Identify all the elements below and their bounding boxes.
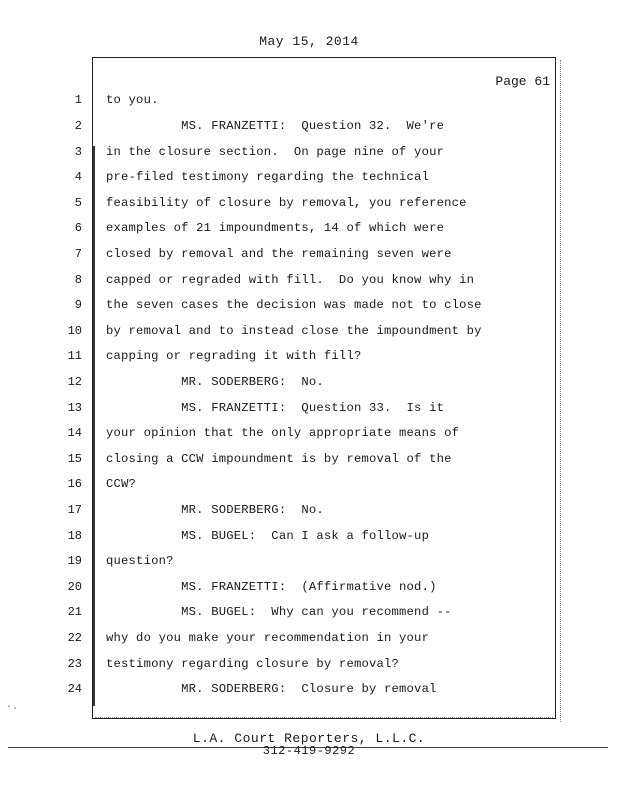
line-text: your opinion that the only appropriate means of	[106, 426, 460, 440]
line-number: 18	[67, 529, 82, 543]
line-text: capped or regraded with fill. Do you know why in	[106, 273, 475, 287]
line-number: 19	[67, 554, 82, 568]
footer-company: L.A. Court Reporters, L.L.C.	[192, 731, 426, 746]
line-number: 1	[74, 93, 82, 107]
line-text: by removal and to instead close the impoundment by	[106, 324, 482, 338]
line-text: question?	[106, 554, 174, 568]
line-number: 21	[67, 605, 82, 619]
line-number: 15	[67, 452, 82, 466]
scan-artifact-dots	[95, 717, 553, 718]
line-number: 2	[74, 119, 82, 133]
line-text: CCW?	[106, 477, 137, 491]
line-text: MS. FRANZETTI: Question 33. Is it	[106, 401, 445, 415]
line-text: examples of 21 impoundments, 14 of which were	[106, 221, 445, 235]
line-number: 23	[67, 657, 82, 671]
header-date: May 15, 2014	[259, 34, 359, 49]
line-text: MS. BUGEL: Why can you recommend --	[106, 605, 452, 619]
page-number: Page 61	[495, 74, 550, 89]
margin-rule	[93, 146, 95, 706]
line-number: 8	[74, 273, 82, 287]
line-number: 13	[67, 401, 82, 415]
line-text: feasibility of closure by removal, you reference	[106, 196, 467, 210]
line-text: why do you make your recommendation in your	[106, 631, 430, 645]
line-text: testimony regarding closure by removal?	[106, 657, 400, 671]
footer-phone: 312-419-9292	[262, 744, 356, 758]
line-number: 12	[67, 375, 82, 389]
line-text: MR. SODERBERG: No.	[106, 375, 324, 389]
line-text: in the closure section. On page nine of your	[106, 145, 445, 159]
line-text: to you.	[106, 93, 159, 107]
line-number: 20	[67, 580, 82, 594]
line-number: 22	[67, 631, 82, 645]
line-number: 6	[74, 221, 82, 235]
line-number: 4	[74, 170, 82, 184]
line-text: MS. FRANZETTI: Question 32. We're	[106, 119, 445, 133]
line-text: MS. BUGEL: Can I ask a follow-up	[106, 529, 430, 543]
line-text: pre-filed testimony regarding the technical	[106, 170, 430, 184]
line-text: closed by removal and the remaining seven were	[106, 247, 452, 261]
scan-artifact-mark: ·.	[6, 702, 19, 713]
line-text: closing a CCW impoundment is by removal of the	[106, 452, 452, 466]
line-text: capping or regrading it with fill?	[106, 349, 362, 363]
line-number: 10	[67, 324, 82, 338]
line-number: 7	[74, 247, 82, 261]
line-text: MR. SODERBERG: No.	[106, 503, 324, 517]
line-number: 17	[67, 503, 82, 517]
line-number: 11	[67, 349, 82, 363]
line-number: 24	[67, 682, 82, 696]
line-number: 16	[67, 477, 82, 491]
line-text: MR. SODERBERG: Closure by removal	[106, 682, 437, 696]
line-number: 5	[74, 196, 82, 210]
line-number: 9	[74, 298, 82, 312]
line-text: MS. FRANZETTI: (Affirmative nod.)	[106, 580, 437, 594]
line-text: the seven cases the decision was made not to close	[106, 298, 482, 312]
line-number: 14	[67, 426, 82, 440]
line-number: 3	[74, 145, 82, 159]
